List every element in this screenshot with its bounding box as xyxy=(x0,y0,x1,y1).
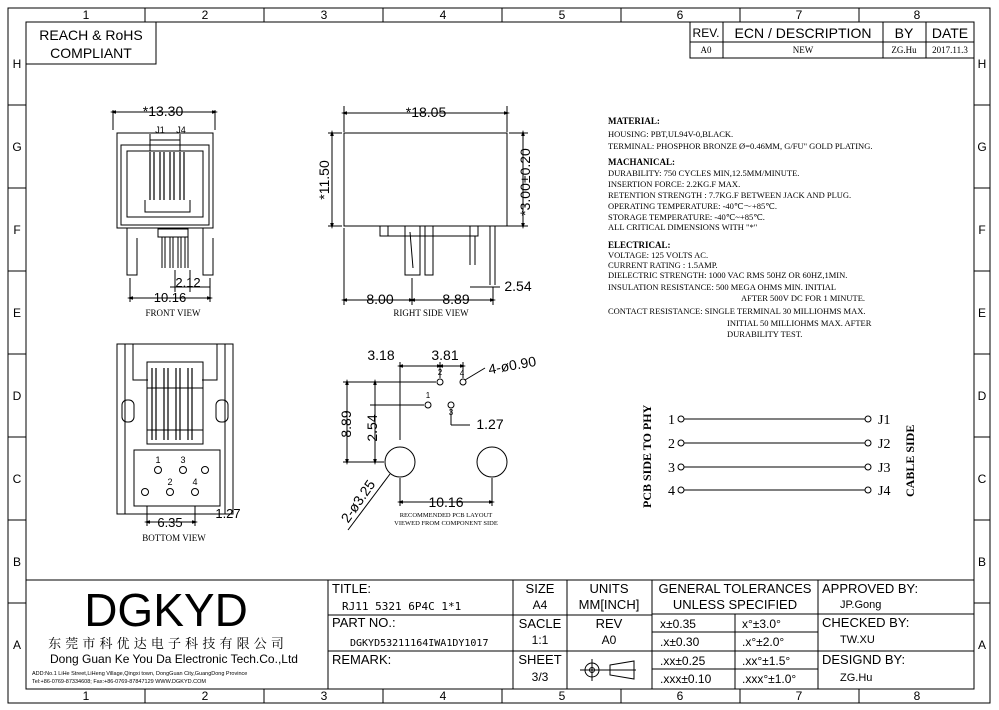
row-label-left: H xyxy=(12,57,22,71)
row-label-right: F xyxy=(978,223,986,237)
bottom-caption: BOTTOM VIEW xyxy=(142,533,206,543)
spec-contact-1: CONTACT RESISTANCE: SINGLE TERMINAL 30 MILLIOHMS MAX. xyxy=(608,306,866,316)
spec-text xyxy=(608,116,872,339)
row-label-left: C xyxy=(12,472,22,486)
row-label-right: D xyxy=(977,389,987,403)
spec-op-temp: OPERATING TEMPERATURE: -40℃～+85℃. xyxy=(608,201,777,211)
pcb-layout-labels xyxy=(338,347,538,527)
sheet-label: SHEET xyxy=(518,652,562,667)
approved-label: APPROVED BY: xyxy=(822,581,919,596)
approved-value: JP.Gong xyxy=(840,599,882,611)
pcb-dim-hole-small: 4-ø0.90 xyxy=(486,353,538,378)
pcb-dim-hole-big: 2-ø3.25 xyxy=(337,476,379,526)
side-dim-8: 8.00 xyxy=(366,291,394,307)
bottom-view-labels xyxy=(142,455,240,543)
col-label-top: 4 xyxy=(439,8,447,22)
front-dim-pin: 2.12 xyxy=(175,275,201,290)
by-header: BY xyxy=(894,25,914,41)
row-label-right: A xyxy=(977,638,987,652)
title-label: TITLE: xyxy=(332,581,372,596)
size-value: A4 xyxy=(532,598,548,612)
spec-current: CURRENT RATING : 1.5AMP. xyxy=(608,260,718,270)
schematic-j2: J2 xyxy=(878,437,891,452)
tol-linear-2: .xx±0.25 xyxy=(660,654,706,668)
compliance-line2: COMPLIANT xyxy=(50,45,132,61)
col-label-top: 8 xyxy=(913,8,921,22)
schematic-pin-1: 1 xyxy=(668,413,675,428)
side-dim-height: *11.50 xyxy=(316,160,332,200)
col-label-bottom: 8 xyxy=(913,689,921,703)
tol-angle-2: .xx°±1.5° xyxy=(742,654,791,668)
side-dim-width: *18.05 xyxy=(405,104,447,120)
row-label-right: H xyxy=(977,57,987,71)
spec-contact-2: INITIAL 50 MILLIOHMS MAX. AFTER xyxy=(727,318,872,328)
col-label-bottom: 7 xyxy=(795,689,803,703)
bottom-pin2: 2 xyxy=(167,477,173,487)
spec-terminal: TERMINAL: PHOSPHOR BRONZE Ø=0.46MM, G/FU" GOLD PLATING. xyxy=(608,141,873,151)
col-label-bottom: 3 xyxy=(320,689,328,703)
spec-insulation-2: AFTER 500V DC FOR 1 MINUTE. xyxy=(741,293,866,303)
rev-header: REV. xyxy=(692,26,720,40)
spec-contact-3: DURABILITY TEST. xyxy=(727,329,803,339)
title-block-text xyxy=(32,581,918,686)
bottom-pin1: 1 xyxy=(155,455,161,465)
rev-value: A0 xyxy=(700,45,712,55)
spec-material-title: MATERIAL: xyxy=(608,116,660,126)
row-label-right: C xyxy=(977,472,987,486)
part-value: DGKYD53211164IWA1DY1017 xyxy=(350,638,489,649)
front-j4-label: J4 xyxy=(176,125,186,135)
units-label-2: MM[INCH] xyxy=(578,597,640,612)
pcb-dim-381: 3.81 xyxy=(431,347,459,363)
tol-angle-1: .x°±2.0° xyxy=(742,635,785,649)
col-label-bottom: 1 xyxy=(82,689,90,703)
front-dim-width: *13.30 xyxy=(142,103,184,119)
side-dim-254: 2.54 xyxy=(504,278,532,294)
col-label-bottom: 5 xyxy=(558,689,566,703)
bottom-dim-127: 1.27 xyxy=(215,506,241,521)
row-label-left: D xyxy=(12,389,22,403)
schematic-pin-3: 3 xyxy=(668,461,675,476)
col-label-top: 1 xyxy=(82,8,90,22)
bottom-pin4: 4 xyxy=(192,477,198,487)
bottom-pin3: 3 xyxy=(180,455,186,465)
tol-linear-3: .xxx±0.10 xyxy=(660,672,712,686)
pcb-pin2: 2 xyxy=(437,368,443,377)
side-view-labels xyxy=(316,104,533,318)
schematic-j3: J3 xyxy=(878,461,891,476)
row-label-right: B xyxy=(977,555,987,569)
pcb-caption-2: VIEWED FROM COMPONENT SIDE xyxy=(394,520,498,527)
rev-label: REV xyxy=(595,616,623,631)
col-label-bottom: 2 xyxy=(201,689,209,703)
col-label-bottom: 4 xyxy=(439,689,447,703)
part-label: PART NO.: xyxy=(332,615,396,630)
spec-voltage: VOLTAGE: 125 VOLTS AC. xyxy=(608,250,709,260)
row-label-left: G xyxy=(12,140,22,154)
col-label-top: 2 xyxy=(201,8,209,22)
pcb-pin1: 1 xyxy=(425,391,431,400)
company-contact: Tel:+86-0769-87334608; Fax:+86-0769-87847129 WWW.DGKYD.COM xyxy=(32,679,206,685)
col-label-top: 3 xyxy=(320,8,328,22)
row-label-left: E xyxy=(12,306,22,320)
pcb-caption-1: RECOMMENDED PCB LAYOUT xyxy=(399,512,493,519)
scale-label: SACLE xyxy=(518,616,562,631)
tol-angle-0: x°±3.0° xyxy=(742,617,781,631)
spec-insulation-1: INSULATION RESISTANCE: 500 MEGA OHMS MIN. INITIAL xyxy=(608,282,837,292)
pcb-dim-889: 8.89 xyxy=(338,410,354,438)
checked-value: TW.XU xyxy=(840,634,875,646)
pcb-dim-254: 2.54 xyxy=(364,414,380,442)
company-logo: DGKYD xyxy=(84,584,248,636)
designed-value: ZG.Hu xyxy=(840,672,873,684)
side-caption: RIGHT SIDE VIEW xyxy=(393,308,469,318)
bottom-dim-635: 6.35 xyxy=(157,515,183,530)
ecn-value: NEW xyxy=(792,45,814,55)
by-value: ZG.Hu xyxy=(891,45,917,55)
front-view-labels xyxy=(143,103,201,318)
row-label-left: F xyxy=(13,223,21,237)
side-dim-889: 8.89 xyxy=(442,291,470,307)
sheet-value: 3/3 xyxy=(531,670,549,684)
spec-housing: HOUSING: PBT,UL94V-0,BLACK. xyxy=(608,129,734,139)
spec-critical: ALL CRITICAL DIMENSIONS WITH "*" xyxy=(608,222,758,232)
pcb-pin4: 4 xyxy=(459,369,465,378)
col-label-top: 5 xyxy=(558,8,566,22)
ecn-header: ECN / DESCRIPTION xyxy=(734,25,872,41)
col-label-top: 6 xyxy=(676,8,684,22)
front-dim-bottom: 10.16 xyxy=(153,290,187,305)
row-label-right: E xyxy=(977,306,987,320)
checked-label: CHECKED BY: xyxy=(822,615,910,630)
pcb-pin3: 3 xyxy=(448,408,454,417)
col-label-bottom: 6 xyxy=(676,689,684,703)
spec-insertion: INSERTION FORCE: 2.2KG.F MAX. xyxy=(608,179,741,189)
pcb-dim-1016: 10.16 xyxy=(428,494,464,510)
schematic-left-label: PCB SIDE TO PHY xyxy=(640,404,654,508)
designed-label: DESIGND BY: xyxy=(822,652,906,667)
spec-durability: DURABILITY: 750 CYCLES MIN,12.5MM/MINUTE. xyxy=(608,168,800,178)
company-address: ADD:No.1 LiHe Street,LiHeng Village,Qingxi town, DongGuan City,GuangDong Province xyxy=(32,671,248,677)
side-dim-pin-len: *3.00±0.20 xyxy=(517,148,533,216)
date-header: DATE xyxy=(931,25,969,41)
company-name-en: Dong Guan Ke You Da Electronic Tech.Co.,Ltd xyxy=(50,652,298,666)
schematic xyxy=(678,416,871,493)
row-label-right: G xyxy=(977,140,987,154)
tol-linear-1: .x±0.30 xyxy=(660,635,700,649)
bottom-view xyxy=(117,344,233,526)
schematic-pin-2: 2 xyxy=(668,437,675,452)
scale-value: 1:1 xyxy=(531,633,549,647)
size-label: SIZE xyxy=(525,581,555,596)
front-j1-label: J1 xyxy=(155,125,165,135)
schematic-right-label: CABLE SIDE xyxy=(903,424,917,497)
date-value: 2017.11.3 xyxy=(932,45,968,55)
title-value: RJ11 5321 6P4C 1*1 xyxy=(342,600,462,613)
spec-st-temp: STORAGE TEMPERATURE: -40℃~+85℃. xyxy=(608,212,765,222)
tol-linear-0: x±0.35 xyxy=(660,617,696,631)
projection-symbol-icon xyxy=(580,659,636,681)
tol-title-1: GENERAL TOLERANCES xyxy=(658,581,812,596)
compliance-box xyxy=(26,22,156,64)
spec-dielectric: DIELECTRIC STRENGTH: 1000 VAC RMS 50HZ OR 60HZ,1MIN. xyxy=(608,270,848,280)
schematic-j1: J1 xyxy=(878,413,891,428)
remark-label: REMARK: xyxy=(332,652,392,667)
pcb-layout xyxy=(343,362,507,530)
spec-retention: RETENTION STRENGTH : 7.7KG.F BETWEEN JACK AND PLUG. xyxy=(608,190,852,200)
tol-title-2: UNLESS SPECIFIED xyxy=(672,597,798,612)
front-caption: FRONT VIEW xyxy=(145,308,201,318)
compliance-line1: REACH & RoHS xyxy=(39,27,143,43)
pcb-dim-318: 3.18 xyxy=(367,347,395,363)
col-label-top: 7 xyxy=(795,8,803,22)
tol-angle-3: .xxx°±1.0° xyxy=(742,672,797,686)
company-name-cn: 东 莞 市 科 优 达 电 子 科 技 有 限 公 司 xyxy=(48,637,284,652)
spec-elec-title: ELECTRICAL: xyxy=(608,240,671,250)
rev-value-tb: A0 xyxy=(601,633,617,647)
front-view xyxy=(113,110,215,302)
side-view xyxy=(328,106,528,305)
spec-mech-title: MACHANICAL: xyxy=(608,157,675,167)
pcb-dim-127: 1.27 xyxy=(476,416,504,432)
schematic-pin-4: 4 xyxy=(668,484,675,499)
units-label-1: UNITS xyxy=(589,581,629,596)
schematic-j4: J4 xyxy=(878,484,891,499)
row-label-left: B xyxy=(12,555,22,569)
row-label-left: A xyxy=(12,638,22,652)
revision-table xyxy=(690,22,974,58)
